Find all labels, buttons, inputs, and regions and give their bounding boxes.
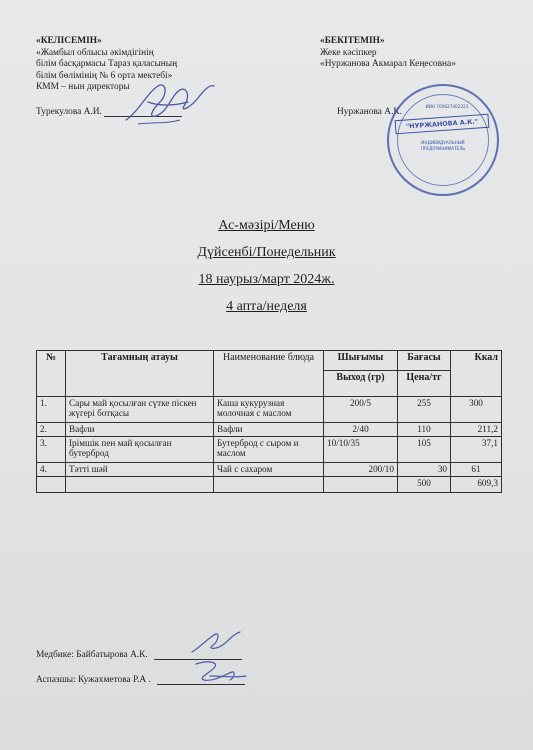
row-kcal: 300 [451, 397, 502, 423]
header-kcal: Ккал [451, 351, 502, 397]
table-row [37, 397, 502, 423]
total-price: 500 [398, 477, 451, 493]
nurse-name: Медбике: Байбатырова А.К. [36, 650, 148, 660]
header-price: Цена/тг [398, 371, 451, 397]
row-output: 200/5 [324, 397, 398, 423]
agreed-line: білім басқармасы Тараз қаласының [36, 59, 178, 70]
row-name-ru: Каша кукурузная молочная с маслом [214, 397, 324, 423]
menu-day: Дүйсенбі/Понедельник [197, 245, 336, 260]
director-signature-icon [118, 72, 218, 132]
header-output-group: Шығымы [324, 351, 398, 371]
cook-signature-icon [190, 656, 250, 686]
header-num: № [37, 351, 66, 397]
row-name-ru: Чай с сахаром [214, 463, 324, 477]
menu-week: 4 апта/неделя [226, 299, 307, 314]
stamp-iin: ИИН 700627402323 [425, 104, 469, 109]
total-empty [66, 477, 214, 493]
row-price: 110 [398, 423, 451, 437]
row-name-ru: Вафли [214, 423, 324, 437]
confirmed-heading: «БЕКІТЕМІН» [320, 36, 385, 46]
row-name-kz: Ірімшік пен май қосылған бутерброд [66, 437, 214, 463]
confirmed-line: Жеке кәсіпкер [320, 47, 377, 58]
confirmed-signer: Нуржанова А.К. [337, 107, 403, 117]
menu-titles [0, 212, 533, 320]
agreed-line: «Жамбыл облысы әкімдігінің [36, 47, 154, 58]
row-price: 30 [398, 463, 451, 477]
row-output: 2/40 [324, 423, 398, 437]
table-row [37, 423, 502, 437]
row-output: 200/10 [324, 463, 398, 477]
header-name-kz: Тағамның атауы [66, 351, 214, 397]
total-empty [324, 477, 398, 493]
row-name-kz: Сары май қосылған сүтке піскен жүгері ботқасы [66, 397, 214, 423]
total-empty [214, 477, 324, 493]
row-kcal: 61 [451, 463, 502, 477]
row-price: 255 [398, 397, 451, 423]
confirmed-line: «Нуржанова Акмарал Кеңесовна» [320, 59, 456, 70]
header-price-group: Бағасы [398, 351, 451, 371]
row-num: 3. [37, 437, 66, 463]
total-empty [37, 477, 66, 493]
row-kcal: 211,2 [451, 423, 502, 437]
row-price: 105 [398, 437, 451, 463]
row-name-kz: Вафли [66, 423, 214, 437]
menu-date: 18 наурыз/март 2024ж. [198, 272, 335, 287]
row-num: 4. [37, 463, 66, 477]
agreed-signer-name: Турекулова А.И. [36, 107, 102, 117]
header-name-ru: Наименование блюда [214, 351, 324, 397]
table-row [37, 437, 502, 463]
row-name-ru: Бутерброд с сыром и маслом [214, 437, 324, 463]
row-kcal: 37,1 [451, 437, 502, 463]
total-kcal: 609,3 [451, 477, 502, 493]
stamp-sub-2: ПРЕДПРИНИМАТЕЛЬ [420, 146, 466, 151]
cook-name: Аспазшы: Кужахметова Р.А . [36, 675, 151, 685]
menu-title: Ас-мәзірі/Меню [218, 218, 315, 233]
menu-table [36, 350, 502, 493]
confirmed-block [320, 36, 520, 71]
stamp-name: "НУРЖАНОВА А.К." [395, 114, 490, 135]
agreed-line: КММ – нын директоры [36, 82, 130, 93]
row-name-kz: Тәтті шәй [66, 463, 214, 477]
header-output: Выход (гр) [324, 371, 398, 397]
agreed-heading: «КЕЛІСЕМІН» [36, 36, 102, 46]
nurse-signature-icon [188, 628, 248, 658]
row-output: 10/10/35 [324, 437, 398, 463]
row-num: 1. [37, 397, 66, 423]
table-total-row [37, 477, 502, 493]
table-header-row [37, 351, 502, 371]
agreed-line: білім бөлімінің № 6 орта мектебі» [36, 70, 173, 81]
stamp-sub-1: ИНДИВИДУАЛЬНЫЙ [421, 140, 465, 145]
table-row [37, 463, 502, 477]
row-num: 2. [37, 423, 66, 437]
stamp-seal [387, 84, 499, 196]
